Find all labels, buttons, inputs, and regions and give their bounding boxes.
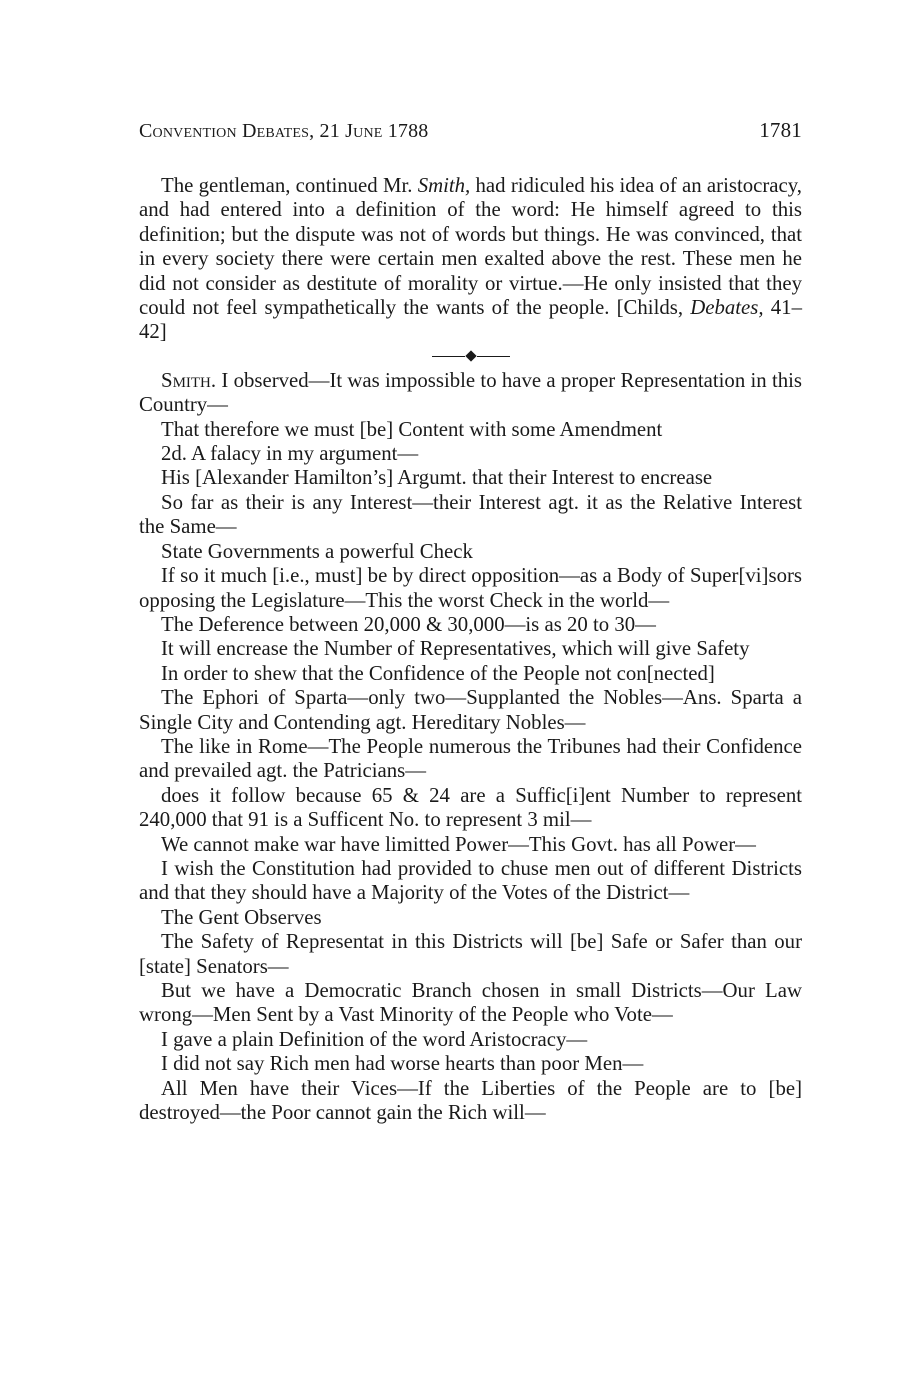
notes-first-line — [139, 369, 802, 418]
notes-line: State Governments a powerful Check — [161, 539, 473, 563]
notes-line: The Deference between 20,000 & 30,000—is as 20 to 30— — [161, 612, 656, 636]
divider-rule-left — [432, 356, 465, 357]
section-divider-ornament — [139, 345, 802, 368]
notes-line: I did not say Rich men had worse hearts than poor Men— — [161, 1052, 644, 1076]
speaker-name-italic: Smith, — [417, 174, 471, 197]
notes-line: But we have a Democratic Branch chosen in small Districts—Our Law wrong—Men Sent by a Vast Minority of the People who Vote— — [139, 979, 802, 1027]
notes-line: His [Alexander Hamilton’s] Argumt. that their Interest to encrease — [161, 466, 713, 490]
notes-line: The like in Rome—The People numerous the Tribunes had their Confidence and prevailed agt. the Patricians— — [139, 734, 802, 783]
notes-line: The Safety of Representat in this Districts will [be] Safe or Safer than our [state] Senators— — [139, 930, 802, 978]
notes-line: The Gent Observes — [161, 905, 322, 929]
first-paragraph — [139, 174, 802, 345]
notes-line: If so it much [i.e., must] be by direct opposition—as a Body of Super[vi]sors opposing the Legislature—This the worst Check in the world— — [139, 564, 802, 612]
notes-line: All Men have their Vices—If the Liberties of the People are to [be] destroyed—the Poor cannot gain the Rich will— — [139, 1076, 802, 1125]
notes-line: So far as their is any Interest—their Interest agt. it as the Relative Interest the Same— — [139, 490, 802, 539]
notes-line: does it follow because 65 & 24 are a Suffic[i]ent Number to represent 240,000 that 91 is a Sufficent No. to represent 3 mil— — [139, 783, 802, 832]
notes-line: I gave a plain Definition of the word Aristocracy— — [161, 1027, 588, 1051]
notes-line: 2d. A falacy in my argument— — [161, 442, 419, 466]
paragraph-text: had ridiculed his idea of an aristocracy, and had entered into a definition of the word: He himself agreed to this definition; but the dispute was not of words but things. He was convinced, that in every society there were certain men exalted above the rest. These men he did not consider as destitute of morality or virtue.—He only insisted that they could not feel sympathetically the wants of the people. [Childs, — [139, 174, 802, 320]
diamond-icon — [465, 351, 476, 362]
speaker-name-smallcaps: Smith. — [161, 368, 217, 392]
running-head-title: Convention Debates, 21 June 1788 — [139, 120, 429, 142]
running-header — [139, 118, 802, 152]
notes-line: The Ephori of Sparta—only two—Supplanted the Nobles—Ans. Sparta a Single City and Contending agt. Hereditary Nobles— — [139, 686, 802, 734]
source-pages: 41–42] — [139, 296, 802, 344]
divider-rule-right — [477, 356, 510, 357]
notes-line: It will encrease the Number of Representatives, which will give Safety — [161, 637, 750, 661]
notes-line-text: I observed—It was impossible to have a proper Representation in this Country— — [139, 368, 802, 417]
document-page — [139, 118, 802, 1125]
paragraph-text: The gentleman, continued Mr. — [161, 174, 418, 197]
smith-notes — [139, 369, 802, 1126]
notes-line: In order to shew that the Confidence of the People not con[nected] — [161, 661, 715, 685]
notes-line: I wish the Constitution had provided to chuse men out of different Districts and that they should have a Majority of the Votes of the District— — [139, 856, 802, 905]
notes-line: That therefore we must [be] Content with some Amendment — [161, 417, 663, 441]
notes-line: We cannot make war have limitted Power—This Govt. has all Power— — [161, 832, 756, 856]
source-title-italic: Debates, — [690, 296, 764, 320]
page-number: 1781 — [759, 118, 802, 142]
